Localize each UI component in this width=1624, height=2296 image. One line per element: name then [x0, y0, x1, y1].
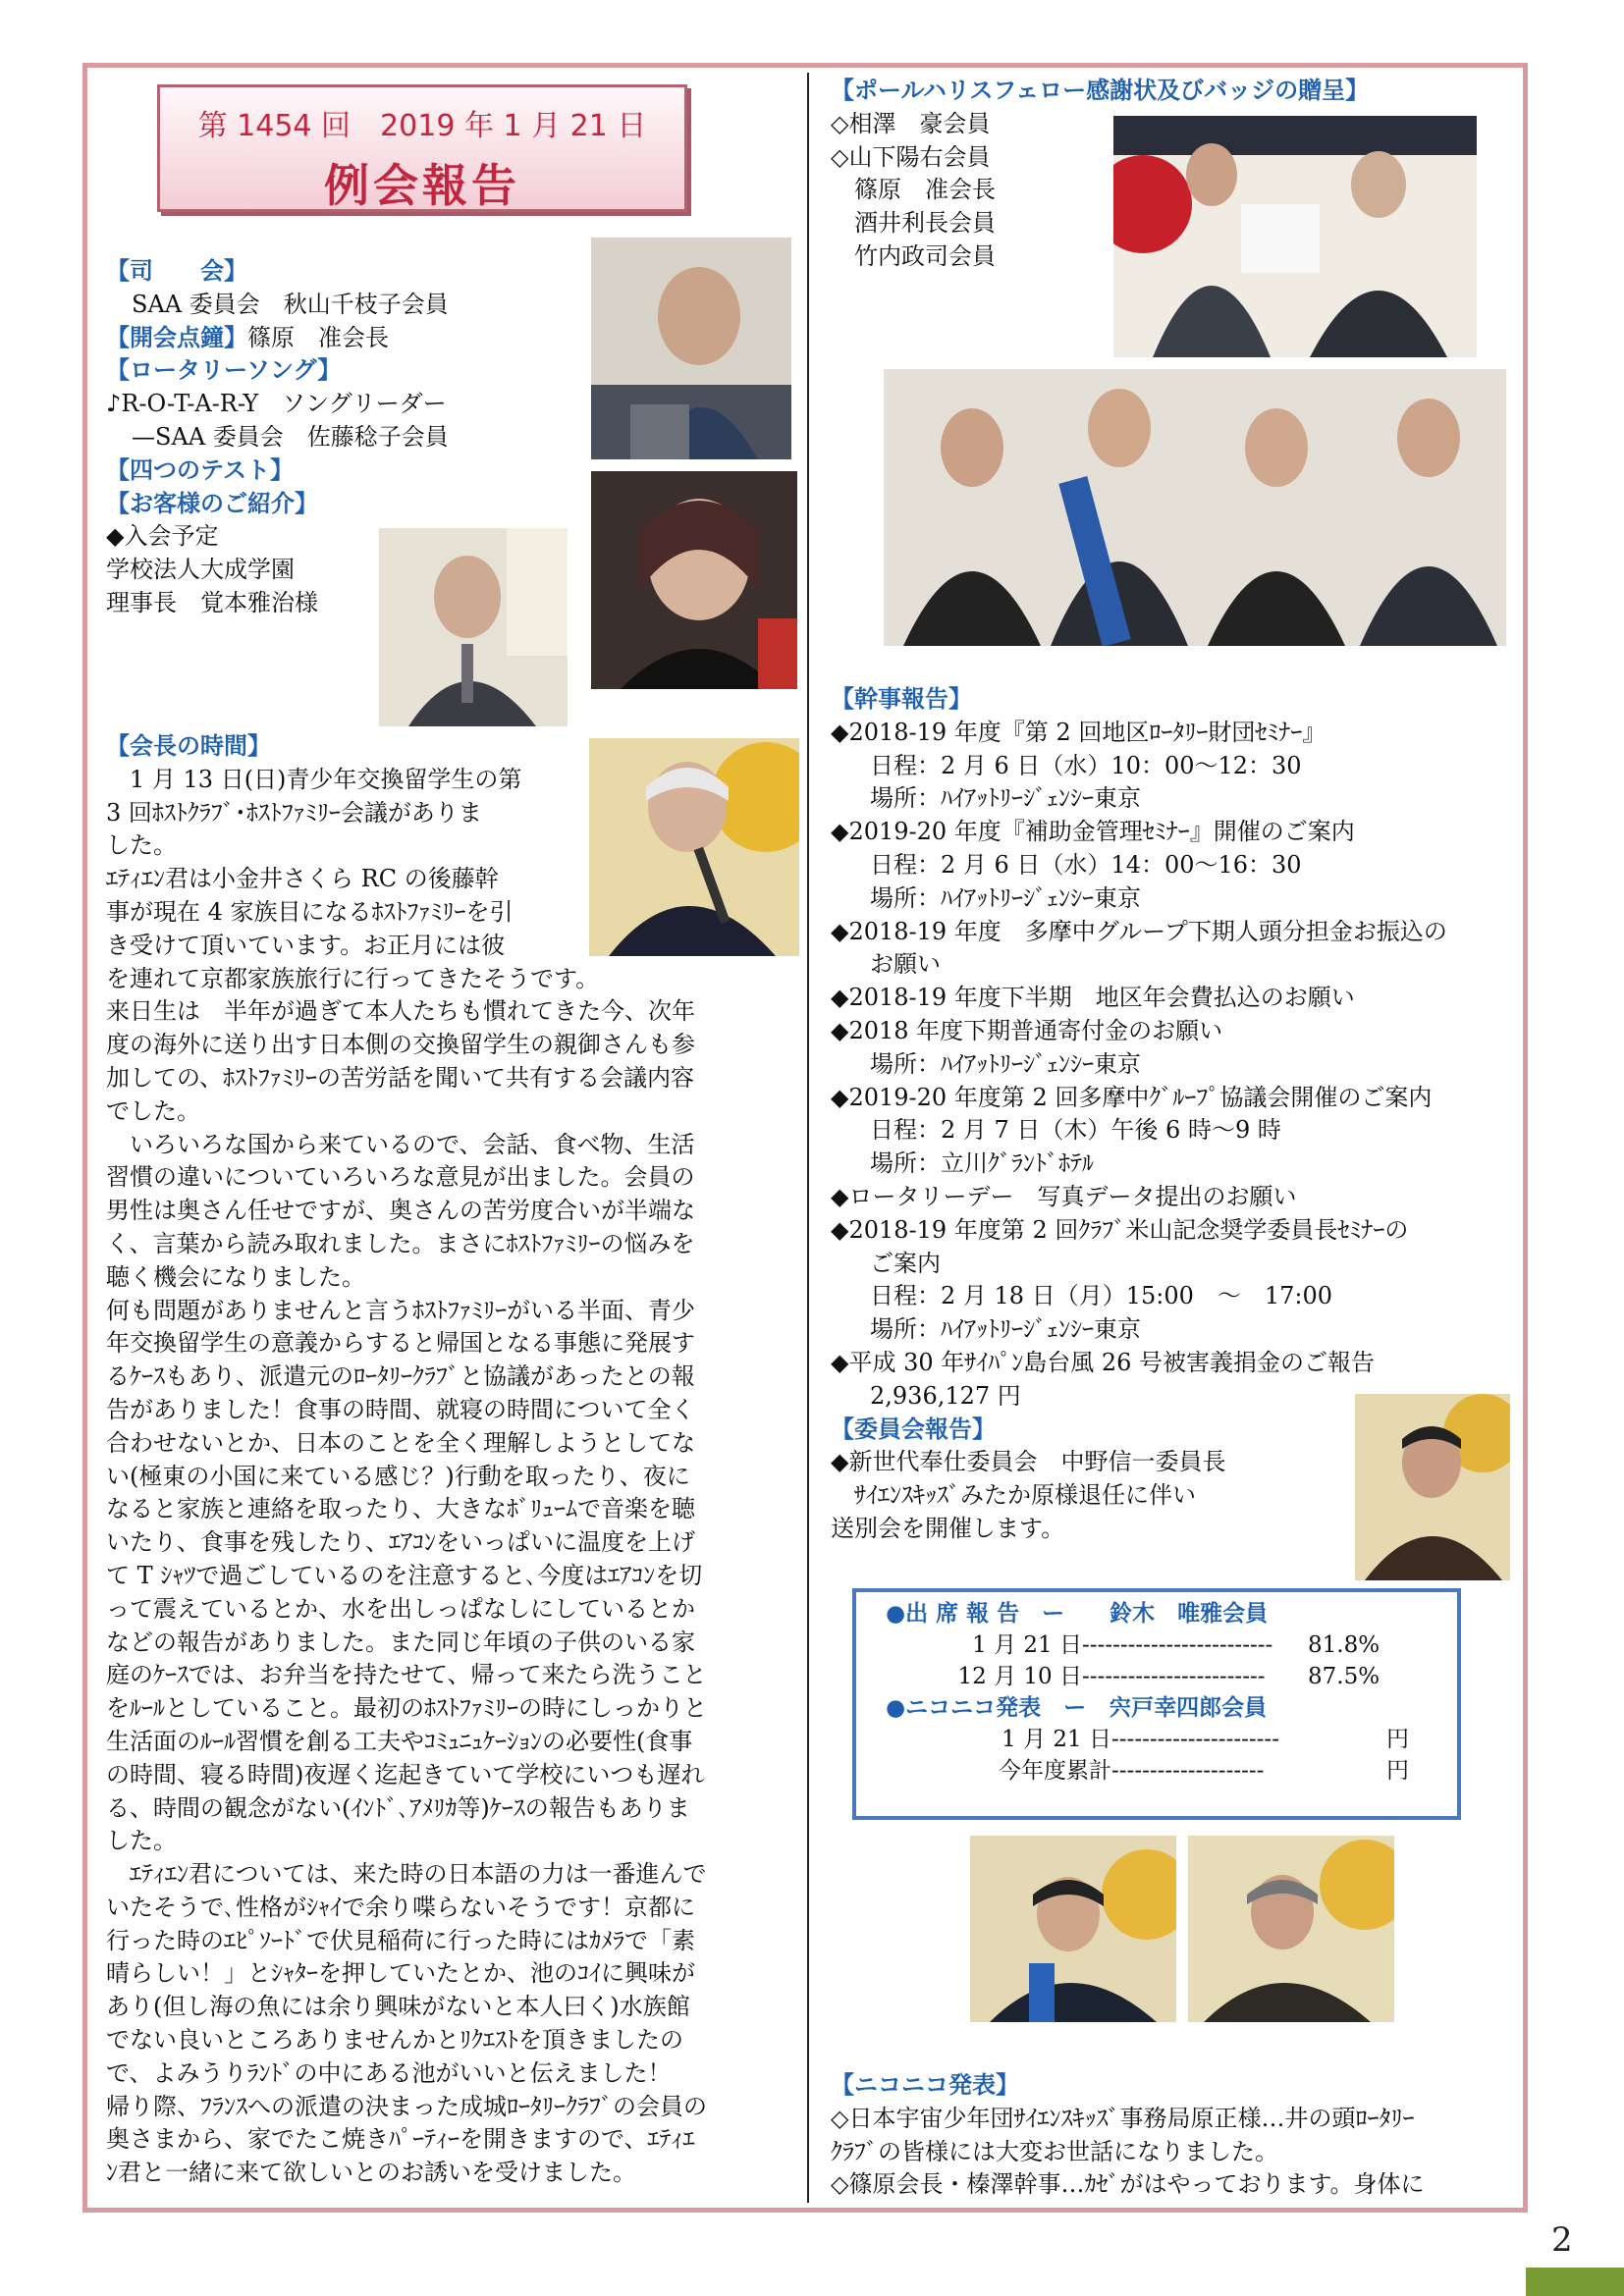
song-line-2: —SAA 委員会 佐藤稔子会員 — [132, 422, 449, 451]
president-text-line: でした。 — [106, 1096, 200, 1125]
secretary-item: 日程：2 月 6 日（水）14：00～16：30 — [870, 850, 1302, 879]
attendance-heading: ●出 席 報 告 ー 鈴木 唯雅会員 — [886, 1601, 1269, 1627]
nikoniko-summary-heading: ●ニコニコ発表 ー 宍戸幸四郎会員 — [886, 1695, 1268, 1721]
recipient-line: 篠原 准会長 — [831, 176, 996, 204]
row-leader: ------------------------- — [1082, 1632, 1273, 1658]
row-leader: -------------------- — [1111, 1758, 1265, 1784]
secretary-item: ◆2018-19 年度 多摩中グループ下期人頭分担金お振込の — [831, 917, 1447, 945]
president-text-line: 合わせないとか、日本のことを全く理解しようとしてな — [106, 1428, 695, 1457]
president-heading: 【会長の時間】 — [106, 732, 271, 760]
committee-heading: 【委員会報告】 — [831, 1415, 996, 1443]
president-text-line: い(極東の小国に来ている感じ？)行動を取ったり、夜に — [106, 1462, 690, 1490]
president-text-line: などの報告がありました。また同じ年頃の子供のいる家 — [106, 1628, 695, 1656]
photo-president — [589, 738, 799, 956]
row-leader: ------------------------ — [1082, 1664, 1266, 1689]
president-text-line: ﾝ君と一緒に来て欲しいとのお誘いを受けました。 — [106, 2159, 636, 2187]
secretary-item: ◆2018-19 年度第 2 回ｸﾗﾌﾞ米山記念奨学委員長ｾﾐﾅｰの — [831, 1215, 1409, 1244]
secretary-item: 2,936,127 円 — [870, 1381, 1021, 1410]
four-way-test-heading: 【四つのテスト】 — [106, 455, 295, 484]
guest-heading: 【お客様のご紹介】 — [106, 489, 318, 517]
guest-line-3: 理事長 覚本雅治様 — [106, 588, 318, 616]
secretary-item: お願い — [870, 950, 941, 979]
president-text-line: の時間、寝る時間)夜遅く迄起きていて学校にいつも遅れ — [106, 1760, 705, 1789]
row-value: 円 — [1386, 1758, 1409, 1784]
bell-text: 篠原 准会長 — [247, 323, 389, 351]
committee-line: 送別会を開催します。 — [831, 1514, 1065, 1542]
president-text-line: 晴らしい！」とｼｬﾀｰを押していたとか、池のｺｲに興味が — [106, 1959, 695, 1988]
president-text-line: 聴く機会になりました。 — [106, 1262, 365, 1291]
president-text-line: く、言葉から読み取れました。まさにﾎｽﾄﾌｧﾐﾘｰの悩みを — [106, 1229, 695, 1257]
guest-line-2: 学校法人大成学園 — [106, 556, 295, 584]
president-body — [106, 764, 793, 2190]
nikoniko-rows — [886, 1724, 1457, 1787]
photo-nikoniko-1 — [970, 1836, 1176, 2022]
secretary-item: ◆2019-20 年度第 2 回多摩中ｸﾞﾙｰﾌﾟ協議会開催のご案内 — [831, 1083, 1433, 1111]
secretary-item: ◆2019-20 年度『補助金管理ｾﾐﾅｰ』開催のご案内 — [831, 818, 1355, 846]
president-text-line: って震えているとか、水を出しっぱなしにしているとか — [106, 1594, 695, 1623]
report-title: 例会報告 — [324, 159, 520, 212]
recipient-line: 竹内政司会員 — [831, 241, 996, 270]
attendance-row — [886, 1661, 1457, 1692]
president-text-line: あり(但し海の魚には余り興味がないと本人曰く)水族館 — [106, 1993, 690, 2021]
president-text-line: した。 — [106, 831, 177, 860]
row-value: 円 — [1386, 1727, 1409, 1752]
president-text-line: 生活面のﾙｰﾙ習慣を創る工夫やｺﾐｭﾆｭｹｰｼｮﾝの必要性(食事 — [106, 1727, 693, 1755]
photo-committee-chair — [1355, 1394, 1510, 1580]
president-text-line: いろいろな国から来ているので、会話、食べ物、生活 — [106, 1130, 695, 1158]
row-value: 81.8% — [1308, 1632, 1380, 1658]
president-text-line: るｹｰｽもあり、派遣元のﾛｰﾀﾘｰｸﾗﾌﾞと協議があったとの報 — [106, 1362, 695, 1391]
president-text-line: 3 回ﾎｽﾄｸﾗﾌﾞ･ﾎｽﾄﾌｧﾐﾘｰ会議がありま — [106, 798, 482, 827]
photo-group-recipients — [884, 369, 1506, 646]
bell-heading: 【開会点鐘】 — [106, 323, 247, 351]
secretary-item: 場所：立川ｸﾞﾗﾝﾄﾞﾎﾃﾙ — [870, 1149, 1094, 1178]
nikoniko-line: ｸﾗﾌﾞの皆様には大変お世話になりました。 — [831, 2137, 1278, 2165]
president-text-line: 度の海外に送り出す日本側の交換留学生の親御さんも参 — [106, 1031, 695, 1059]
secretary-item: 日程：2 月 7 日（木）午後 6 時～9 時 — [870, 1116, 1281, 1145]
secretary-item: 場所：ﾊｲｱｯﾄﾘｰｼﾞｪﾝｼｰ東京 — [870, 883, 1141, 912]
president-text-line: 習慣の違いについていろいろな意見が出ました。会員の — [106, 1163, 695, 1192]
secretary-list — [831, 717, 1518, 1414]
paul-harris-heading: 【ポールハリスフェロー感謝状及びバッジの贈呈】 — [831, 77, 1370, 104]
secretary-item: ◆ロータリーデー 写真データ提出のお願い — [831, 1182, 1297, 1210]
president-text-line: る、時間の観念がない(ｲﾝﾄﾞ､ｱﾒﾘｶ等)ｹｰｽの報告もありま — [106, 1793, 690, 1822]
nikoniko-list — [831, 2103, 1518, 2202]
committee-line: ◆新世代奉仕委員会 中野信一委員長 — [831, 1448, 1226, 1476]
president-text-line: を連れて京都家族旅行に行ってきたそうです。 — [106, 964, 600, 992]
host-text: SAA 委員会 秋山千枝子会員 — [132, 290, 449, 318]
nikoniko-section — [831, 2069, 1518, 2202]
secretary-item: ◆2018-19 年度『第 2 回地区ﾛｰﾀﾘｰ財団ｾﾐﾅｰ』 — [831, 718, 1326, 746]
president-text-line: ｴﾃｨｴﾝ君については、来た時の日本語の力は一番進んで — [106, 1860, 707, 1889]
president-text-line: でない良いところありませんかとﾘｸｴｽﾄを頂きましたの — [106, 2026, 683, 2055]
committee-line: ｻｲｴﾝｽｷｯｽﾞみたか原様退任に伴い — [831, 1481, 1196, 1510]
nikoniko-line: ◇日本宇宙少年団ｻｲｴﾝｽｷｯｽﾞ事務局原正様…井の頭ﾛｰﾀﾘｰ — [831, 2104, 1415, 2132]
nikoniko-heading: 【ニコニコ発表】 — [831, 2071, 1019, 2099]
nikoniko-row — [886, 1755, 1457, 1787]
president-text-line: き受けて頂いています。お正月には彼 — [106, 931, 506, 959]
president-text-line: て T ｼｬﾂで過ごしているのを注意すると､今度はｴｱｺﾝを切 — [106, 1561, 703, 1589]
photo-song-leader — [591, 471, 797, 689]
secretary-item: ◆2018-19 年度下半期 地区年会費払込のお願い — [831, 984, 1355, 1012]
president-text-line: 事が現在 4 家族目になるﾎｽﾄﾌｧﾐﾘｰを引 — [106, 897, 514, 926]
report-title-box — [157, 84, 687, 212]
president-text-line: 来日生は 半年が過ぎて本人たちも慣れてきた今、次年 — [106, 997, 695, 1026]
secretary-item: 場所：ﾊｲｱｯﾄﾘｰｼﾞｪﾝｼｰ東京 — [870, 1315, 1141, 1344]
president-text-line: いたり、食事を残したり、ｴｱｺﾝをいっぱいに温度を上げ — [106, 1528, 695, 1557]
row-label: 今年度累計 — [999, 1758, 1111, 1784]
column-divider — [807, 73, 809, 2203]
recipient-line: 酒井利長会員 — [831, 209, 996, 238]
row-label: 1 月 21 日 — [972, 1632, 1082, 1658]
meeting-date: 第 1454 回 2019 年 1 月 21 日 — [197, 109, 647, 143]
president-text-line: なると家族と連絡を取ったり、大きなﾎﾞﾘｭｰﾑで音楽を聴 — [106, 1495, 695, 1523]
attendance-box — [852, 1588, 1461, 1820]
president-text-line: 帰り際、ﾌﾗﾝｽへの派遣の決まった成城ﾛｰﾀﾘｰｸﾗﾌﾞの会員の — [106, 2092, 707, 2120]
attendance-row — [886, 1629, 1457, 1661]
president-text-line: 告がありました！食事の時間、就寝の時間について全く — [106, 1395, 695, 1423]
secretary-item: ◆平成 30 年ｻｲﾊﾟﾝ島台風 26 号被害義捐金のご報告 — [831, 1348, 1376, 1376]
president-text-line: 年交換留学生の意義からすると帰国となる事態に発展す — [106, 1329, 695, 1358]
song-line-1: ♪R-O-T-A-R-Y ソングリーダー — [106, 390, 447, 418]
photo-guest — [379, 528, 568, 726]
president-text-line: 加しての、ﾎｽﾄﾌｧﾐﾘｰの苦労話を聞いて共有する会議内容 — [106, 1063, 695, 1092]
host-heading: 【司 会】 — [106, 257, 247, 285]
page-number: 2 — [1551, 2220, 1573, 2260]
nikoniko-line: ◇篠原会長・榛澤幹事…ｶｾﾞがはやっております。身体に — [831, 2170, 1425, 2199]
song-heading: 【ロータリーソング】 — [106, 356, 342, 385]
secretary-heading: 【幹事報告】 — [831, 685, 972, 713]
row-leader: ---------------------- — [1111, 1727, 1279, 1752]
secretary-item: 場所：ﾊｲｱｯﾄﾘｰｼﾞｪﾝｼｰ東京 — [870, 1049, 1141, 1078]
row-label: 1 月 21 日 — [1001, 1727, 1111, 1752]
secretary-item: ◆2018 年度下期普通寄付金のお願い — [831, 1016, 1223, 1044]
recipient-line: ◇山下陽右会員 — [831, 142, 991, 171]
president-text-line: ｴﾃｨｴﾝ君は小金井さくら RC の後藤幹 — [106, 865, 499, 893]
secretary-item: ご案内 — [870, 1249, 941, 1277]
president-text-line: で、よみうりﾗﾝﾄﾞの中にある池がいいと伝えました！ — [106, 2058, 672, 2087]
secretary-item: 場所：ﾊｲｱｯﾄﾘｰｼﾞｪﾝｼｰ東京 — [870, 784, 1141, 813]
president-text-line: 男性は奥さん任せですが、奥さんの苦労度合いが半端な — [106, 1197, 695, 1225]
president-text-line: 庭のｹｰｽでは、お弁当を持たせて、帰って来たら洗うこと — [106, 1661, 707, 1689]
president-text-line: 奥さまから、家でたこ焼きﾊﾟｰﾃｨｰを開きますので、ｴﾃｨｴ — [106, 2125, 695, 2154]
photo-award-presentation — [1113, 116, 1477, 357]
corner-accent-bar — [1526, 2268, 1624, 2296]
nikoniko-row — [886, 1724, 1457, 1755]
secretary-item: 日程：2 月 6 日（水）10：00～12：30 — [870, 751, 1302, 779]
guest-line-1: ◆入会予定 — [106, 522, 219, 551]
president-text-line: した。 — [106, 1827, 177, 1855]
president-text-line: 何も問題がありませんと言うﾎｽﾄﾌｧﾐﾘｰがいる半面、青少 — [106, 1296, 695, 1324]
attendance-rows — [886, 1629, 1457, 1692]
recipient-line: ◇相澤 豪会員 — [831, 109, 991, 137]
president-text-line: いたそうで､性格がｼｬｲで余り喋らないそうです！京都に — [106, 1893, 695, 1921]
president-text-line: 行った時のｴﾋﾟｿｰﾄﾞで伏見稲荷に行った時にはｶﾒﾗで「素 — [106, 1926, 695, 1954]
photo-host-speaker — [591, 238, 791, 459]
row-label: 12 月 10 日 — [957, 1664, 1082, 1689]
row-value: 87.5% — [1308, 1664, 1380, 1689]
photo-nikoniko-2 — [1188, 1836, 1394, 2022]
president-text-line: 1 月 13 日(日)青少年交換留学生の第 — [106, 765, 522, 793]
president-text-line: をﾙｰﾙとしていること。最初のﾎｽﾄﾌｧﾐﾘｰの時にしっかりと — [106, 1694, 707, 1723]
secretary-item: 日程：2 月 18 日（月）15:00 ～ 17:00 — [870, 1282, 1333, 1310]
